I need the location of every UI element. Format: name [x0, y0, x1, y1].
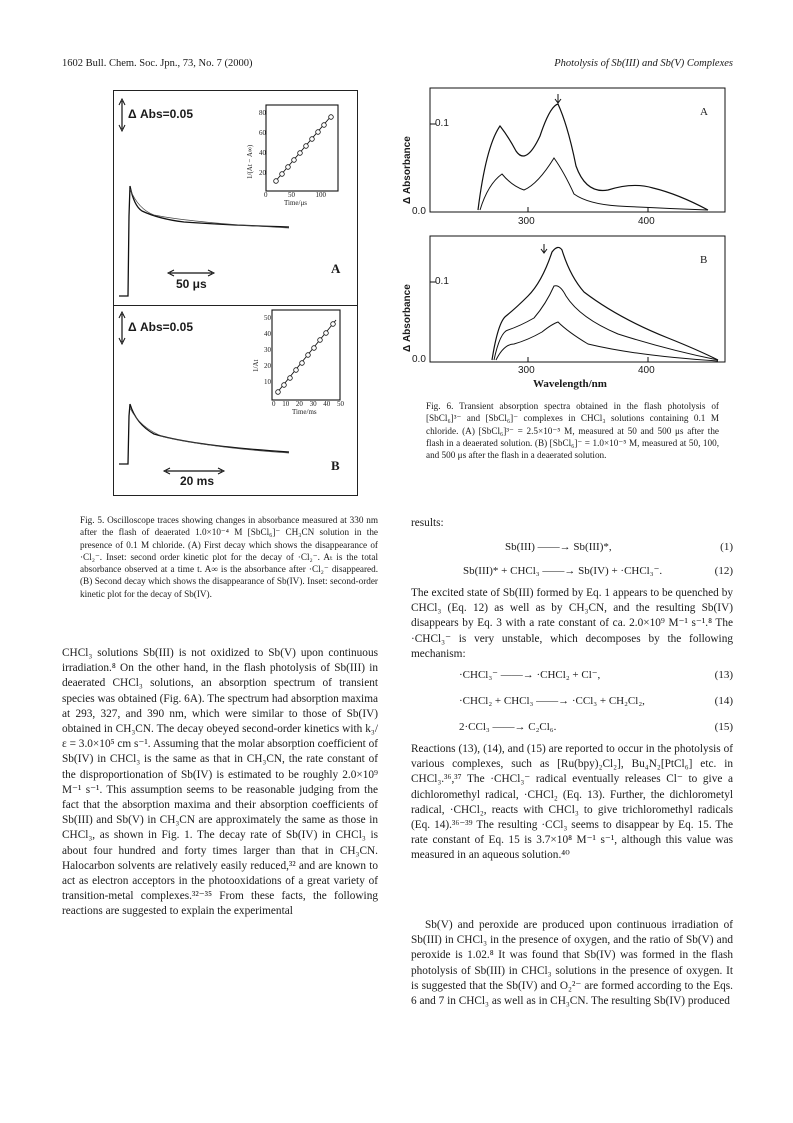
fig6a-ytick-00: 0.0: [412, 206, 426, 217]
running-header-left: 1602 Bull. Chem. Soc. Jpn., 73, No. 7 (2000): [62, 58, 253, 69]
equation-15: 2·CCl₃ ——→ C₂Cl₆. (15): [459, 721, 733, 733]
fig5b-inset-yticks: 50 40 30 20 10: [264, 314, 271, 386]
fig6-plot: [408, 86, 733, 396]
fig5b-inset: [272, 310, 340, 400]
results-label: results:: [411, 517, 444, 529]
paragraph-peroxide: Sb(V) and peroxide are produced upon continuous irradiation of Sb(III) in CHCl₃ in the presence of oxygen, and the ratio of Sb(V) and peroxide is 1.02.⁸ It was found that Sb(IV) was formed in the flash photolysis of Sb(III) in CHCl₃ solutions in the presence of oxygen. It is suggested that the Sb(IV) and O₂²⁻ are formed according to the Eqs. 6 and 7 in CHCl₃ as well as in CH₃CN. The resulting Sb(IV) produced: [411, 919, 733, 1008]
fig5a-inset-ylabel: 1/(At − A∞): [246, 144, 254, 179]
fig5b-letter: B: [331, 458, 340, 473]
fig5a-inset: [266, 105, 338, 191]
left-column-text: [62, 646, 378, 920]
figure-6: [402, 86, 733, 396]
left-paragraph: CHCl₃ solutions Sb(III) is not oxidized to Sb(V) upon continuous irradiation.⁸ On the other hand, in the flash photolysis of Sb(III) in deaerated CHCl₃ solutions, an absorption spectrum of transient species was obtained (Fig. 6A). The spectrum had absorption maxima at 293, 327, and 390 nm, which were similar to those of Sb(IV) obtained in CH₃CN. The decay obeyed second-order kinetics with k₃/ε = 3.0×10⁵ cm s⁻¹. Assuming that the molar absorption coefficient of Sb(IV) in CHCl₃ is the same as that in CH₃CN, the rate constant of the disproportionation of Sb(IV) is estimated to be roughly 2.0×10⁹ M⁻¹ s⁻¹. This assumption seems to be reasonable judging from the fact that the absorption maxima and their absorption coefficients of Sb(III) and Sb(V) in CH₃CN are approximately the same as those in CHCl₃, as shown in Fig. 1. The decay rate of Sb(IV) in CHCl₃ is about four hundred and forty times larger than that in CH₃CN. Halocarbon solvents are relatively easily reduced,³² and are known to act as electron acceptors in the photooxidations of a great variety of transition-metal complexes.³²⁻³⁵ From these facts, the following reactions are suggested to explain the experimental: [62, 647, 378, 918]
fig6a-ylabel: Δ Absorbance: [402, 136, 413, 204]
figure-5: [113, 90, 358, 496]
equation-14: ·CHCl₂ + CHCl₃ ——→ ·CCl₃ + CH₂Cl₂, (14): [459, 695, 733, 707]
equation-12: Sb(III)* + CHCl₃ ——→ Sb(IV) + ·CHCl₃⁻. (12): [463, 565, 733, 577]
fig5a-letter: A: [331, 261, 341, 276]
fig6b-xtick-400: 400: [638, 365, 655, 376]
fig5-panel-b: [114, 306, 357, 495]
fig5a-inset-yticks: 80 60 40 20: [259, 109, 266, 177]
paragraph-quenching: The excited state of Sb(III) formed by Eq. 1 appears to be quenched by CHCl₃ (Eq. 12) as well as by CH₃CN, and the resulting Sb(IV) disappears by Eq. 3 with a rate constant of ca. 2.0×10⁹ M⁻¹ s⁻¹.⁸ The ·CHCl₃⁻ is very unstable, which decomposes by the following mechanism:: [411, 587, 733, 660]
fig6a-xtick-400: 400: [638, 216, 655, 227]
equation-1: Sb(III) ——→ Sb(III)*, (1): [505, 541, 733, 553]
fig6b-ytick-01: 0.1: [435, 276, 449, 287]
paragraph-reactions: Reactions (13), (14), and (15) are reported to occur in the photolysis of various complexes, such as [Ru(bpy)₂Cl₂], Bu₄N₂[PtCl₆] etc. in CHCl₃.³⁶,³⁷ The ·CHCl₃⁻ radical eventually releases Cl⁻ to give a dichloromethyl radical, ·CHCl₂ (Eq. 13). Further, the dichlorometyl radical, ·CHCl₂, reacts with CHCl₃ to give trichloromethyl radicals (Eq. 14).³⁶⁻³⁹ The resulting ·CCl₃ seems to disappear by Eq. 15. The rate constant of Eq. 15 is 3.7×10⁸ M⁻¹ s⁻¹, although this value was measured in an aqueous solution.⁴⁰: [411, 743, 733, 862]
running-header-right: Photolysis of Sb(III) and Sb(V) Complexes: [554, 58, 733, 69]
fig5a-inset-xlabel: Time/μs: [284, 199, 307, 207]
fig5-caption: Fig. 5. Oscilloscope traces showing changes in absorbance measured at 330 nm after the flash of deaerated 1.0×10⁻⁴ M [SbCl₆]⁻ CH₃CN solution in the presence of 0.1 M chloride. (A) First decay which shows the disappearance of ·Cl₂⁻. Inset: second order kinetic plot for the decay of ·Cl₂⁻. Aₜ is the total absorbance observed at a time t. A∞ is the absorbance after ·Cl₂⁻ disappeared. (B) Second decay which shows the disappearance of Sb(IV). Inset: second-order kinetic plot for the decay of Sb(IV).: [80, 515, 378, 599]
fig5b-inset-ylabel: 1/At: [252, 359, 260, 372]
fig6b-ytick-00: 0.0: [412, 354, 426, 365]
fig5a-scale-label: Δ Abs=0.05: [128, 107, 193, 121]
fig6-caption: Fig. 6. Transient absorption spectra obtained in the flash photolysis of [SbCl₆]³⁻ and [SbCl₆]⁻ complexes in CHCl₃ solutions containing 0.1 M chloride. (A) [SbCl₆]³⁻ = 2.5×10⁻⁵ M, measured at 50 and 500 μs after the flash in a deaerated solution. (B) [SbCl₆]⁻ = 1.0×10⁻⁵ M, measured at 50, 100, and 500 μs after the flash in a deaerated solution.: [426, 401, 719, 461]
fig6b-xtick-300: 300: [518, 365, 535, 376]
fig5-panel-a: [114, 91, 357, 306]
fig5b-inset-xticks: 0 10 20 30 40 50: [272, 400, 344, 408]
fig5b-scale-label: Δ Abs=0.05: [128, 320, 193, 334]
fig6a-xtick-300: 300: [518, 216, 535, 227]
fig5b-inset-xlabel: Time/ms: [292, 408, 317, 416]
fig6a-letter: A: [700, 106, 708, 118]
fig5a-inset-xticks: 0 50 100: [264, 191, 326, 199]
right-column-text: [411, 516, 733, 1106]
equation-13: ·CHCl₃⁻ ——→ ·CHCl₂ + Cl⁻, (13): [459, 669, 733, 681]
fig5a-time-label: 50 μs: [176, 277, 207, 291]
fig6b-ylabel: Δ Absorbance: [402, 284, 413, 352]
fig6-xlabel: Wavelength/nm: [533, 378, 607, 390]
fig5b-time-label: 20 ms: [180, 474, 215, 488]
fig6b-letter: B: [700, 254, 708, 266]
fig6a-ytick-01: 0.1: [435, 118, 449, 129]
